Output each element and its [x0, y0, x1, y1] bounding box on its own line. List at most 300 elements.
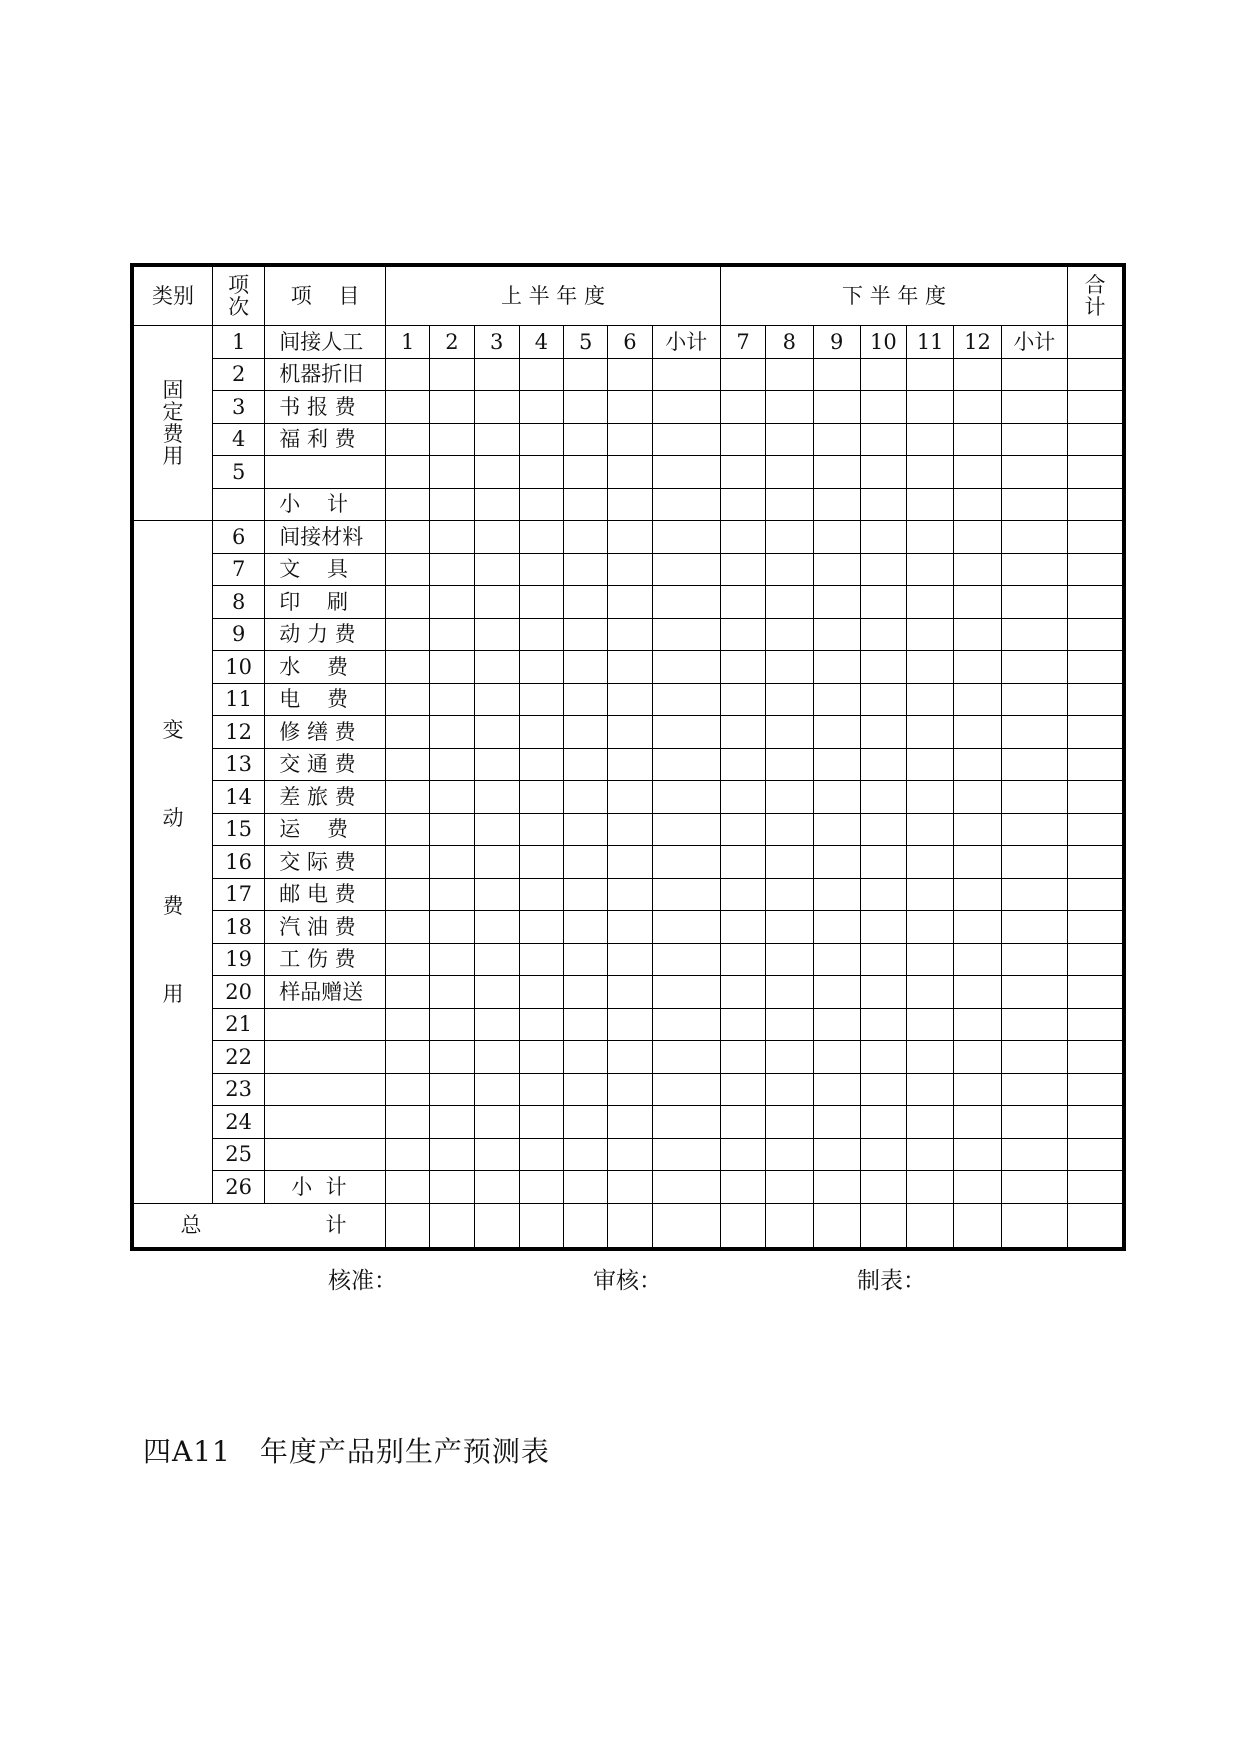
value-cell-v19-4[interactable] — [564, 1138, 608, 1171]
value-cell-f4-11[interactable] — [907, 456, 954, 489]
value-cell-v16-3[interactable] — [519, 1041, 563, 1074]
value-cell-v14-6[interactable] — [652, 976, 720, 1009]
value-cell-f5-7[interactable] — [720, 488, 765, 521]
value-cell-v20-2[interactable] — [474, 1171, 519, 1204]
value-cell-v6-2[interactable] — [474, 716, 519, 749]
value-cell-v13-4[interactable] — [564, 943, 608, 976]
value-cell-f2-3[interactable] — [519, 391, 563, 424]
value-cell-f2-5[interactable] — [608, 391, 652, 424]
value-cell-v12-1[interactable] — [430, 911, 474, 944]
value-cell-v5-13[interactable] — [1001, 683, 1067, 716]
value-cell-v13-1[interactable] — [430, 943, 474, 976]
value-cell-v13-9[interactable] — [813, 943, 860, 976]
value-cell-v9-7[interactable] — [720, 813, 765, 846]
value-cell-v6-1[interactable] — [430, 716, 474, 749]
value-cell-v14-12[interactable] — [954, 976, 1001, 1009]
value-cell-v9-3[interactable] — [519, 813, 563, 846]
value-cell-v4-11[interactable] — [907, 651, 954, 684]
value-cell-v8-5[interactable] — [608, 781, 652, 814]
value-cell-f5-6[interactable] — [652, 488, 720, 521]
value-cell-v1-11[interactable] — [907, 553, 954, 586]
value-cell-v0-10[interactable] — [860, 521, 906, 554]
value-cell-v1-7[interactable] — [720, 553, 765, 586]
value-cell-v15-7[interactable] — [720, 1008, 765, 1041]
value-cell-f3-7[interactable] — [720, 423, 765, 456]
value-cell-v3-4[interactable] — [564, 618, 608, 651]
value-cell-f5-13[interactable] — [1001, 488, 1067, 521]
value-cell-v7-4[interactable] — [564, 748, 608, 781]
value-cell-v10-5[interactable] — [608, 846, 652, 879]
value-cell-f5-2[interactable] — [474, 488, 519, 521]
value-cell-v11-6[interactable] — [652, 878, 720, 911]
value-cell-f4-3[interactable] — [519, 456, 563, 489]
value-cell-v4-12[interactable] — [954, 651, 1001, 684]
value-cell-v3-3[interactable] — [519, 618, 563, 651]
value-cell-f3-2[interactable] — [474, 423, 519, 456]
value-cell-f1-2[interactable] — [474, 358, 519, 391]
value-cell-v14-7[interactable] — [720, 976, 765, 1009]
value-cell-v7-9[interactable] — [813, 748, 860, 781]
value-cell-f1-0[interactable] — [386, 358, 430, 391]
value-cell-total-12[interactable] — [954, 1203, 1001, 1249]
value-cell-v16-14[interactable] — [1068, 1041, 1124, 1074]
value-cell-v11-1[interactable] — [430, 878, 474, 911]
value-cell-total-4[interactable] — [564, 1203, 608, 1249]
value-cell-v10-3[interactable] — [519, 846, 563, 879]
value-cell-v14-2[interactable] — [474, 976, 519, 1009]
value-cell-v10-0[interactable] — [386, 846, 430, 879]
value-cell-f3-5[interactable] — [608, 423, 652, 456]
value-cell-f1-1[interactable] — [430, 358, 474, 391]
value-cell-v5-7[interactable] — [720, 683, 765, 716]
value-cell-f5-1[interactable] — [430, 488, 474, 521]
value-cell-v8-1[interactable] — [430, 781, 474, 814]
value-cell-v3-12[interactable] — [954, 618, 1001, 651]
value-cell-f2-8[interactable] — [766, 391, 813, 424]
value-cell-v12-14[interactable] — [1068, 911, 1124, 944]
value-cell-v1-8[interactable] — [766, 553, 813, 586]
value-cell-v4-0[interactable] — [386, 651, 430, 684]
value-cell-v4-14[interactable] — [1068, 651, 1124, 684]
value-cell-v13-0[interactable] — [386, 943, 430, 976]
value-cell-v15-2[interactable] — [474, 1008, 519, 1041]
value-cell-f2-14[interactable] — [1068, 391, 1124, 424]
value-cell-f1-9[interactable] — [813, 358, 860, 391]
value-cell-v19-12[interactable] — [954, 1138, 1001, 1171]
value-cell-v11-0[interactable] — [386, 878, 430, 911]
value-cell-v2-0[interactable] — [386, 586, 430, 619]
value-cell-f1-3[interactable] — [519, 358, 563, 391]
value-cell-v7-12[interactable] — [954, 748, 1001, 781]
value-cell-v5-9[interactable] — [813, 683, 860, 716]
value-cell-total-9[interactable] — [813, 1203, 860, 1249]
value-cell-total-6[interactable] — [652, 1203, 720, 1249]
value-cell-v4-9[interactable] — [813, 651, 860, 684]
value-cell-f5-8[interactable] — [766, 488, 813, 521]
value-cell-f4-2[interactable] — [474, 456, 519, 489]
value-cell-v1-3[interactable] — [519, 553, 563, 586]
value-cell-f4-6[interactable] — [652, 456, 720, 489]
value-cell-v3-5[interactable] — [608, 618, 652, 651]
value-cell-f4-8[interactable] — [766, 456, 813, 489]
value-cell-v5-5[interactable] — [608, 683, 652, 716]
value-cell-v15-9[interactable] — [813, 1008, 860, 1041]
value-cell-v10-9[interactable] — [813, 846, 860, 879]
value-cell-v14-13[interactable] — [1001, 976, 1067, 1009]
value-cell-v19-11[interactable] — [907, 1138, 954, 1171]
value-cell-v8-6[interactable] — [652, 781, 720, 814]
value-cell-v15-5[interactable] — [608, 1008, 652, 1041]
value-cell-f2-9[interactable] — [813, 391, 860, 424]
value-cell-v12-5[interactable] — [608, 911, 652, 944]
value-cell-v17-8[interactable] — [766, 1073, 813, 1106]
value-cell-v4-5[interactable] — [608, 651, 652, 684]
value-cell-v11-10[interactable] — [860, 878, 906, 911]
value-cell-v5-6[interactable] — [652, 683, 720, 716]
value-cell-v2-13[interactable] — [1001, 586, 1067, 619]
value-cell-v8-14[interactable] — [1068, 781, 1124, 814]
value-cell-v18-11[interactable] — [907, 1106, 954, 1139]
value-cell-v15-6[interactable] — [652, 1008, 720, 1041]
value-cell-v14-0[interactable] — [386, 976, 430, 1009]
value-cell-total-11[interactable] — [907, 1203, 954, 1249]
value-cell-v16-11[interactable] — [907, 1041, 954, 1074]
value-cell-v14-8[interactable] — [766, 976, 813, 1009]
value-cell-v6-4[interactable] — [564, 716, 608, 749]
value-cell-v17-13[interactable] — [1001, 1073, 1067, 1106]
value-cell-v5-1[interactable] — [430, 683, 474, 716]
value-cell-v14-11[interactable] — [907, 976, 954, 1009]
value-cell-total-13[interactable] — [1001, 1203, 1067, 1249]
value-cell-v6-11[interactable] — [907, 716, 954, 749]
value-cell-v8-3[interactable] — [519, 781, 563, 814]
value-cell-f1-8[interactable] — [766, 358, 813, 391]
value-cell-v0-2[interactable] — [474, 521, 519, 554]
value-cell-v4-4[interactable] — [564, 651, 608, 684]
value-cell-v7-3[interactable] — [519, 748, 563, 781]
value-cell-v18-2[interactable] — [474, 1106, 519, 1139]
value-cell-v15-14[interactable] — [1068, 1008, 1124, 1041]
value-cell-f2-10[interactable] — [860, 391, 906, 424]
value-cell-v3-0[interactable] — [386, 618, 430, 651]
value-cell-v15-1[interactable] — [430, 1008, 474, 1041]
value-cell-f1-14[interactable] — [1068, 358, 1124, 391]
value-cell-v20-12[interactable] — [954, 1171, 1001, 1204]
value-cell-v9-6[interactable] — [652, 813, 720, 846]
value-cell-v10-12[interactable] — [954, 846, 1001, 879]
value-cell-v12-6[interactable] — [652, 911, 720, 944]
value-cell-v16-1[interactable] — [430, 1041, 474, 1074]
value-cell-v12-13[interactable] — [1001, 911, 1067, 944]
value-cell-v17-10[interactable] — [860, 1073, 906, 1106]
value-cell-v20-7[interactable] — [720, 1171, 765, 1204]
value-cell-v17-2[interactable] — [474, 1073, 519, 1106]
value-cell-v16-2[interactable] — [474, 1041, 519, 1074]
value-cell-f4-7[interactable] — [720, 456, 765, 489]
value-cell-v6-0[interactable] — [386, 716, 430, 749]
value-cell-v2-1[interactable] — [430, 586, 474, 619]
value-cell-v20-6[interactable] — [652, 1171, 720, 1204]
value-cell-f5-4[interactable] — [564, 488, 608, 521]
value-cell-v17-5[interactable] — [608, 1073, 652, 1106]
value-cell-v18-0[interactable] — [386, 1106, 430, 1139]
value-cell-v20-13[interactable] — [1001, 1171, 1067, 1204]
value-cell-v9-14[interactable] — [1068, 813, 1124, 846]
value-cell-v2-11[interactable] — [907, 586, 954, 619]
value-cell-v12-11[interactable] — [907, 911, 954, 944]
value-cell-total-2[interactable] — [474, 1203, 519, 1249]
value-cell-f2-13[interactable] — [1001, 391, 1067, 424]
value-cell-v10-6[interactable] — [652, 846, 720, 879]
value-cell-v9-4[interactable] — [564, 813, 608, 846]
value-cell-f4-13[interactable] — [1001, 456, 1067, 489]
value-cell-v18-13[interactable] — [1001, 1106, 1067, 1139]
value-cell-v4-7[interactable] — [720, 651, 765, 684]
value-cell-f3-14[interactable] — [1068, 423, 1124, 456]
value-cell-v6-6[interactable] — [652, 716, 720, 749]
value-cell-v5-2[interactable] — [474, 683, 519, 716]
value-cell-v2-5[interactable] — [608, 586, 652, 619]
value-cell-v2-9[interactable] — [813, 586, 860, 619]
value-cell-v1-6[interactable] — [652, 553, 720, 586]
value-cell-v12-8[interactable] — [766, 911, 813, 944]
value-cell-f5-11[interactable] — [907, 488, 954, 521]
value-cell-v5-8[interactable] — [766, 683, 813, 716]
value-cell-v17-1[interactable] — [430, 1073, 474, 1106]
value-cell-f3-8[interactable] — [766, 423, 813, 456]
value-cell-v8-10[interactable] — [860, 781, 906, 814]
value-cell-v7-6[interactable] — [652, 748, 720, 781]
value-cell-v19-3[interactable] — [519, 1138, 563, 1171]
value-cell-v2-3[interactable] — [519, 586, 563, 619]
value-cell-f4-0[interactable] — [386, 456, 430, 489]
value-cell-f3-6[interactable] — [652, 423, 720, 456]
value-cell-v0-4[interactable] — [564, 521, 608, 554]
value-cell-v0-12[interactable] — [954, 521, 1001, 554]
value-cell-v7-11[interactable] — [907, 748, 954, 781]
value-cell-v15-11[interactable] — [907, 1008, 954, 1041]
value-cell-v9-10[interactable] — [860, 813, 906, 846]
value-cell-f2-11[interactable] — [907, 391, 954, 424]
value-cell-v17-7[interactable] — [720, 1073, 765, 1106]
value-cell-v20-5[interactable] — [608, 1171, 652, 1204]
value-cell-v14-3[interactable] — [519, 976, 563, 1009]
value-cell-v7-14[interactable] — [1068, 748, 1124, 781]
value-cell-v12-0[interactable] — [386, 911, 430, 944]
value-cell-v1-5[interactable] — [608, 553, 652, 586]
value-cell-v5-11[interactable] — [907, 683, 954, 716]
value-cell-v18-4[interactable] — [564, 1106, 608, 1139]
value-cell-v14-10[interactable] — [860, 976, 906, 1009]
value-cell-v20-8[interactable] — [766, 1171, 813, 1204]
value-cell-f5-9[interactable] — [813, 488, 860, 521]
value-cell-f5-5[interactable] — [608, 488, 652, 521]
value-cell-v7-7[interactable] — [720, 748, 765, 781]
value-cell-v2-2[interactable] — [474, 586, 519, 619]
value-cell-v8-0[interactable] — [386, 781, 430, 814]
value-cell-v4-8[interactable] — [766, 651, 813, 684]
value-cell-f1-4[interactable] — [564, 358, 608, 391]
value-cell-v0-8[interactable] — [766, 521, 813, 554]
value-cell-v14-9[interactable] — [813, 976, 860, 1009]
value-cell-v9-0[interactable] — [386, 813, 430, 846]
value-cell-v11-3[interactable] — [519, 878, 563, 911]
value-cell-v11-4[interactable] — [564, 878, 608, 911]
value-cell-v18-1[interactable] — [430, 1106, 474, 1139]
value-cell-v10-8[interactable] — [766, 846, 813, 879]
value-cell-v13-11[interactable] — [907, 943, 954, 976]
value-cell-v4-10[interactable] — [860, 651, 906, 684]
value-cell-v2-10[interactable] — [860, 586, 906, 619]
value-cell-total-14[interactable] — [1068, 1203, 1124, 1249]
value-cell-v7-8[interactable] — [766, 748, 813, 781]
value-cell-v15-13[interactable] — [1001, 1008, 1067, 1041]
value-cell-v20-11[interactable] — [907, 1171, 954, 1204]
value-cell-v13-13[interactable] — [1001, 943, 1067, 976]
value-cell-f1-6[interactable] — [652, 358, 720, 391]
value-cell-v9-1[interactable] — [430, 813, 474, 846]
value-cell-v9-5[interactable] — [608, 813, 652, 846]
value-cell-v0-6[interactable] — [652, 521, 720, 554]
value-cell-v7-0[interactable] — [386, 748, 430, 781]
value-cell-f2-12[interactable] — [954, 391, 1001, 424]
value-cell-v13-5[interactable] — [608, 943, 652, 976]
value-cell-f3-11[interactable] — [907, 423, 954, 456]
value-cell-v19-8[interactable] — [766, 1138, 813, 1171]
value-cell-v8-7[interactable] — [720, 781, 765, 814]
value-cell-v11-5[interactable] — [608, 878, 652, 911]
value-cell-v8-9[interactable] — [813, 781, 860, 814]
value-cell-f5-10[interactable] — [860, 488, 906, 521]
value-cell-v13-14[interactable] — [1068, 943, 1124, 976]
value-cell-v7-2[interactable] — [474, 748, 519, 781]
value-cell-f3-12[interactable] — [954, 423, 1001, 456]
value-cell-v5-3[interactable] — [519, 683, 563, 716]
value-cell-v13-3[interactable] — [519, 943, 563, 976]
value-cell-v12-4[interactable] — [564, 911, 608, 944]
value-cell-v12-12[interactable] — [954, 911, 1001, 944]
value-cell-v16-6[interactable] — [652, 1041, 720, 1074]
value-cell-v6-12[interactable] — [954, 716, 1001, 749]
value-cell-v8-4[interactable] — [564, 781, 608, 814]
value-cell-v16-7[interactable] — [720, 1041, 765, 1074]
value-cell-f2-0[interactable] — [386, 391, 430, 424]
value-cell-v5-10[interactable] — [860, 683, 906, 716]
value-cell-v6-5[interactable] — [608, 716, 652, 749]
value-cell-v20-3[interactable] — [519, 1171, 563, 1204]
value-cell-f1-10[interactable] — [860, 358, 906, 391]
value-cell-v20-0[interactable] — [386, 1171, 430, 1204]
value-cell-f2-2[interactable] — [474, 391, 519, 424]
value-cell-f1-13[interactable] — [1001, 358, 1067, 391]
value-cell-v7-13[interactable] — [1001, 748, 1067, 781]
value-cell-v19-9[interactable] — [813, 1138, 860, 1171]
value-cell-v12-10[interactable] — [860, 911, 906, 944]
value-cell-v11-9[interactable] — [813, 878, 860, 911]
value-cell-f3-0[interactable] — [386, 423, 430, 456]
value-cell-total-5[interactable] — [608, 1203, 652, 1249]
value-cell-v9-11[interactable] — [907, 813, 954, 846]
value-cell-v2-4[interactable] — [564, 586, 608, 619]
value-cell-f1-7[interactable] — [720, 358, 765, 391]
value-cell-v11-8[interactable] — [766, 878, 813, 911]
value-cell-v13-6[interactable] — [652, 943, 720, 976]
value-cell-v7-10[interactable] — [860, 748, 906, 781]
value-cell-v12-7[interactable] — [720, 911, 765, 944]
value-cell-v19-7[interactable] — [720, 1138, 765, 1171]
value-cell-v0-13[interactable] — [1001, 521, 1067, 554]
value-cell-v19-2[interactable] — [474, 1138, 519, 1171]
value-cell-f3-4[interactable] — [564, 423, 608, 456]
value-cell-v18-7[interactable] — [720, 1106, 765, 1139]
value-cell-v14-4[interactable] — [564, 976, 608, 1009]
value-cell-v18-10[interactable] — [860, 1106, 906, 1139]
value-cell-v15-10[interactable] — [860, 1008, 906, 1041]
value-cell-v1-9[interactable] — [813, 553, 860, 586]
value-cell-v1-10[interactable] — [860, 553, 906, 586]
value-cell-v17-12[interactable] — [954, 1073, 1001, 1106]
value-cell-v16-4[interactable] — [564, 1041, 608, 1074]
value-cell-v3-10[interactable] — [860, 618, 906, 651]
value-cell-f2-6[interactable] — [652, 391, 720, 424]
value-cell-v4-6[interactable] — [652, 651, 720, 684]
value-cell-v18-3[interactable] — [519, 1106, 563, 1139]
value-cell-v0-3[interactable] — [519, 521, 563, 554]
value-cell-v0-9[interactable] — [813, 521, 860, 554]
value-cell-v11-11[interactable] — [907, 878, 954, 911]
value-cell-v13-7[interactable] — [720, 943, 765, 976]
value-cell-v17-9[interactable] — [813, 1073, 860, 1106]
value-cell-v2-7[interactable] — [720, 586, 765, 619]
value-cell-v9-9[interactable] — [813, 813, 860, 846]
value-cell-v19-6[interactable] — [652, 1138, 720, 1171]
value-cell-v0-5[interactable] — [608, 521, 652, 554]
value-cell-f5-0[interactable] — [386, 488, 430, 521]
value-cell-v18-5[interactable] — [608, 1106, 652, 1139]
value-cell-v6-3[interactable] — [519, 716, 563, 749]
value-cell-v1-0[interactable] — [386, 553, 430, 586]
value-cell-f4-14[interactable] — [1068, 456, 1124, 489]
value-cell-v13-2[interactable] — [474, 943, 519, 976]
value-cell-v6-10[interactable] — [860, 716, 906, 749]
value-cell-f2-1[interactable] — [430, 391, 474, 424]
value-cell-v11-2[interactable] — [474, 878, 519, 911]
value-cell-v20-1[interactable] — [430, 1171, 474, 1204]
value-cell-v6-9[interactable] — [813, 716, 860, 749]
value-cell-v3-9[interactable] — [813, 618, 860, 651]
value-cell-v2-14[interactable] — [1068, 586, 1124, 619]
value-cell-f4-4[interactable] — [564, 456, 608, 489]
value-cell-v8-11[interactable] — [907, 781, 954, 814]
value-cell-total-8[interactable] — [766, 1203, 813, 1249]
value-cell-v8-13[interactable] — [1001, 781, 1067, 814]
value-cell-f1-11[interactable] — [907, 358, 954, 391]
value-cell-total-10[interactable] — [860, 1203, 906, 1249]
value-cell-v4-13[interactable] — [1001, 651, 1067, 684]
value-cell-v1-4[interactable] — [564, 553, 608, 586]
value-cell-v2-6[interactable] — [652, 586, 720, 619]
value-cell-v4-1[interactable] — [430, 651, 474, 684]
value-cell-total-1[interactable] — [430, 1203, 474, 1249]
value-cell-v0-11[interactable] — [907, 521, 954, 554]
value-cell-v18-6[interactable] — [652, 1106, 720, 1139]
value-cell-v14-5[interactable] — [608, 976, 652, 1009]
value-cell-v10-4[interactable] — [564, 846, 608, 879]
value-cell-v16-9[interactable] — [813, 1041, 860, 1074]
value-cell-v10-13[interactable] — [1001, 846, 1067, 879]
value-cell-v10-11[interactable] — [907, 846, 954, 879]
value-cell-v19-13[interactable] — [1001, 1138, 1067, 1171]
